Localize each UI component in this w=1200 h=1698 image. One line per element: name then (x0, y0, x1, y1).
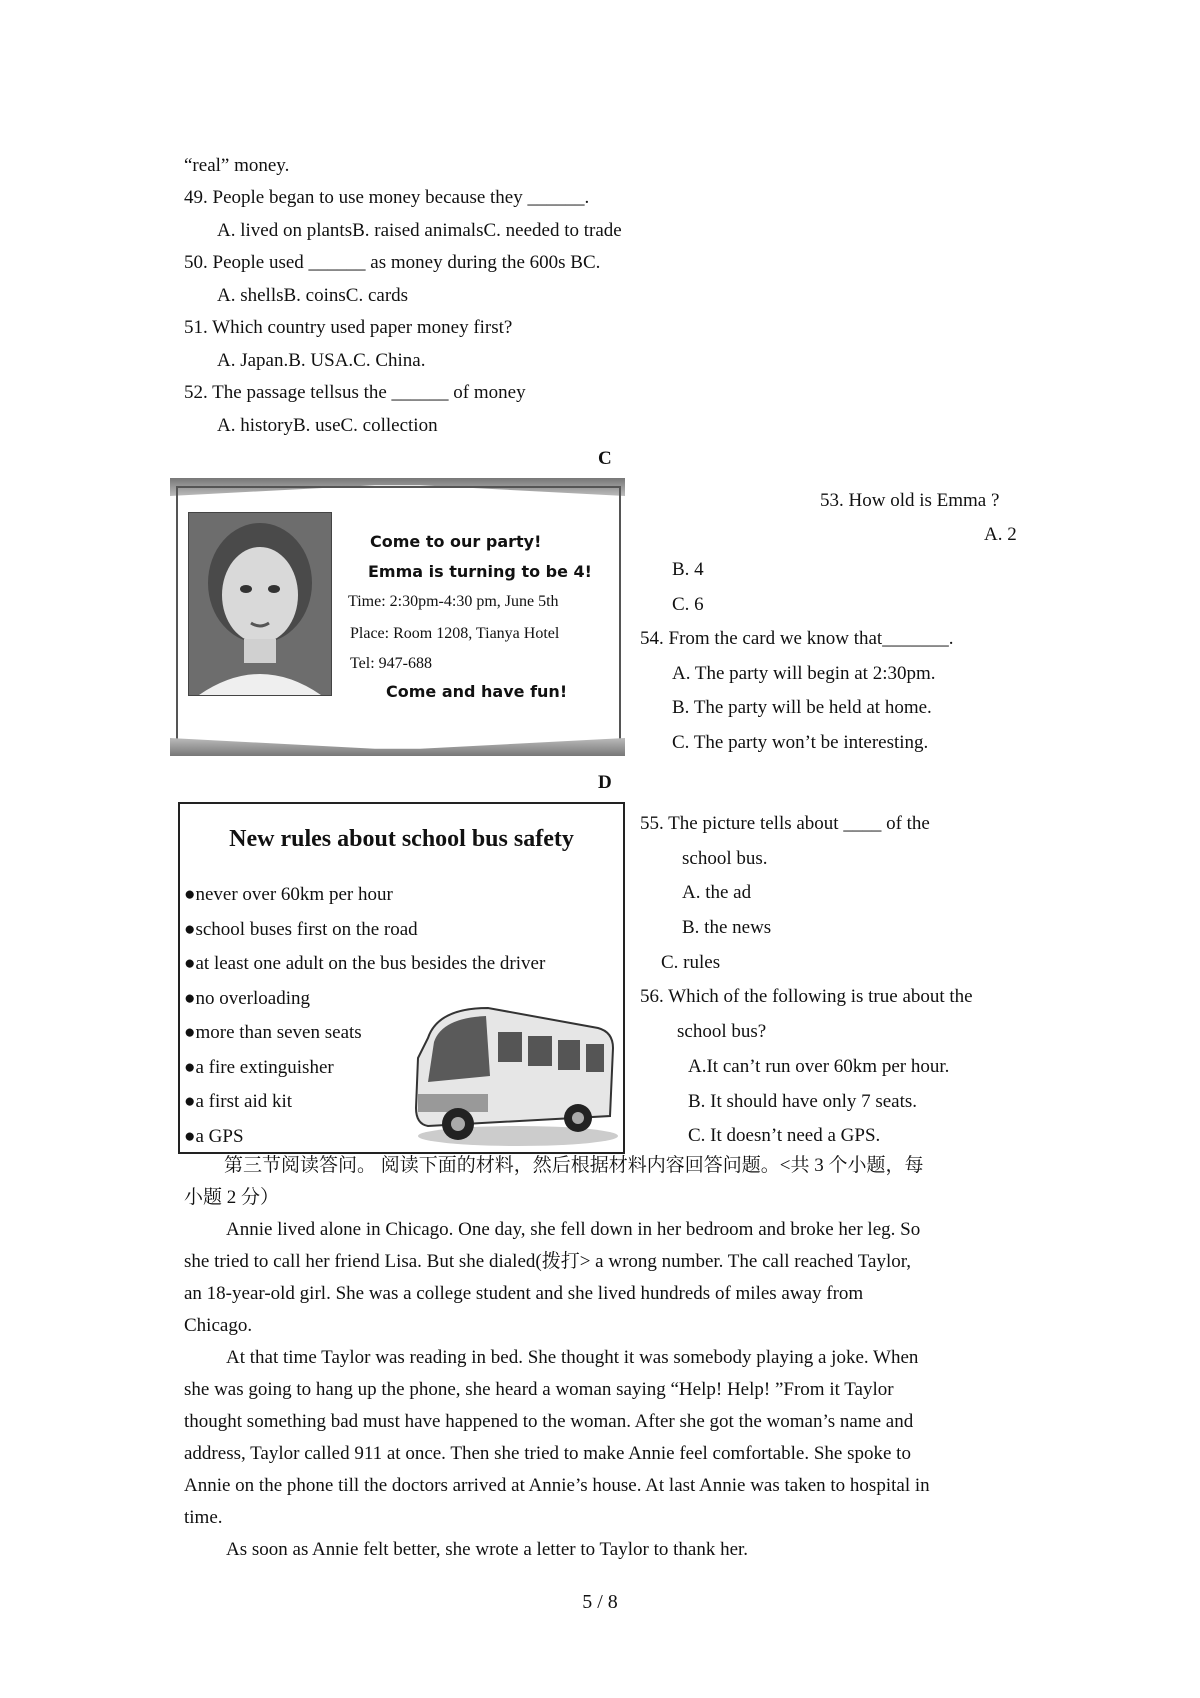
rules-title: New rules about school bus safety (229, 826, 574, 852)
question-51: 51. Which country used paper money first? (184, 317, 513, 338)
passage-line: As soon as Annie felt better, she wrote a letter to Taylor to thank her. (226, 1539, 749, 1560)
rule-item: ●a first aid kit (184, 1091, 293, 1112)
card-time: Time: 2:30pm-4:30 pm, June 5th (348, 593, 559, 610)
school-bus-image (398, 998, 620, 1148)
question-56-option-a: A.It can’t run over 60km per hour. (688, 1056, 950, 1077)
question-55-cont: school bus. (682, 848, 768, 869)
question-49: 49. People began to use money because they ______. (184, 187, 590, 208)
rule-item: ●more than seven seats (184, 1022, 362, 1043)
passage-line: address, Taylor called 911 at once. Then she tried to make Annie feel comfortable. She spoke to (184, 1443, 911, 1464)
passage-line: she tried to call her friend Lisa. But she dialed(拨打> a wrong number. The call reached Taylor, (184, 1251, 912, 1272)
passage-line: she was going to hang up the phone, she heard a woman saying “Help! Help! ”From it Taylor (184, 1379, 894, 1400)
question-54: 54. From the card we know that_______. (640, 628, 954, 649)
party-card (170, 478, 625, 756)
question-50-options: A. shellsB. coinsC. cards (217, 285, 409, 306)
question-53-option-c: C. 6 (672, 594, 704, 615)
rule-item: ●school buses first on the road (184, 919, 418, 940)
card-place: Place: Room 1208, Tianya Hotel (350, 625, 560, 642)
question-52-options: A. historyB. useC. collection (217, 415, 438, 436)
passage-line: thought something bad must have happened to the woman. After she got the woman’s name and (184, 1411, 914, 1432)
card-closing: Come and have fun! (386, 682, 568, 701)
question-56-option-c: C. It doesn’t need a GPS. (688, 1125, 881, 1146)
rule-item: ●at least one adult on the bus besides the driver (184, 953, 546, 974)
question-49-options: A. lived on plantsB. raised animalsC. needed to trade (217, 220, 622, 241)
section3-instructions: 第三节阅读答问。 阅读下面的材料，然后根据材料内容回答问题。<共 3 个小题，每 (224, 1155, 924, 1176)
question-54-option-c: C. The party won’t be interesting. (672, 732, 929, 753)
question-54-option-b: B. The party will be held at home. (672, 697, 932, 718)
question-55-option-c: C. rules (661, 952, 721, 973)
girl-photo (188, 512, 332, 696)
question-56: 56. Which of the following is true about the (640, 986, 973, 1007)
rule-item: ●a GPS (184, 1126, 244, 1147)
question-52: 52. The passage tellsus the ______ of money (184, 382, 526, 403)
passage-line: At that time Taylor was reading in bed. She thought it was somebody playing a joke. When (226, 1347, 919, 1368)
question-54-option-a: A. The party will begin at 2:30pm. (672, 663, 936, 684)
question-55-option-b: B. the news (682, 917, 772, 938)
rule-item: ●no overloading (184, 988, 310, 1009)
card-tel: Tel: 947-688 (350, 655, 432, 672)
rule-item: ●never over 60km per hour (184, 884, 393, 905)
section3-instructions-cont: 小题 2 分） (184, 1187, 280, 1208)
passage-line: an 18-year-old girl. She was a college student and she lived hundreds of miles away from (184, 1283, 864, 1304)
passage-line: Annie lived alone in Chicago. One day, she fell down in her bedroom and broke her leg. So (226, 1219, 921, 1240)
section-d-label: D (598, 772, 612, 793)
question-50: 50. People used ______ as money during the 600s BC. (184, 252, 601, 273)
card-invite-line: Come to our party! (370, 532, 542, 551)
question-53: 53. How old is Emma ? (820, 490, 1000, 511)
card-age-line: Emma is turning to be 4! (368, 562, 592, 581)
passage-line: Chicago. (184, 1315, 253, 1336)
page-number: 5 / 8 (582, 1591, 618, 1613)
section-c-label: C (598, 448, 612, 469)
question-55: 55. The picture tells about ____ of the (640, 813, 930, 834)
question-56-option-b: B. It should have only 7 seats. (688, 1091, 918, 1112)
question-55-option-a: A. the ad (682, 882, 752, 903)
passage-line: time. (184, 1507, 223, 1528)
question-53-option-b: B. 4 (672, 559, 704, 580)
passage-line: Annie on the phone till the doctors arrived at Annie’s house. At last Annie was taken to hospital in (184, 1475, 930, 1496)
question-56-cont: school bus? (677, 1021, 767, 1042)
question-51-options: A. Japan.B. USA.C. China. (217, 350, 426, 371)
rule-item: ●a fire extinguisher (184, 1057, 334, 1078)
question-53-option-a: A. 2 (984, 524, 1017, 545)
text-line: “real” money. (184, 155, 290, 176)
